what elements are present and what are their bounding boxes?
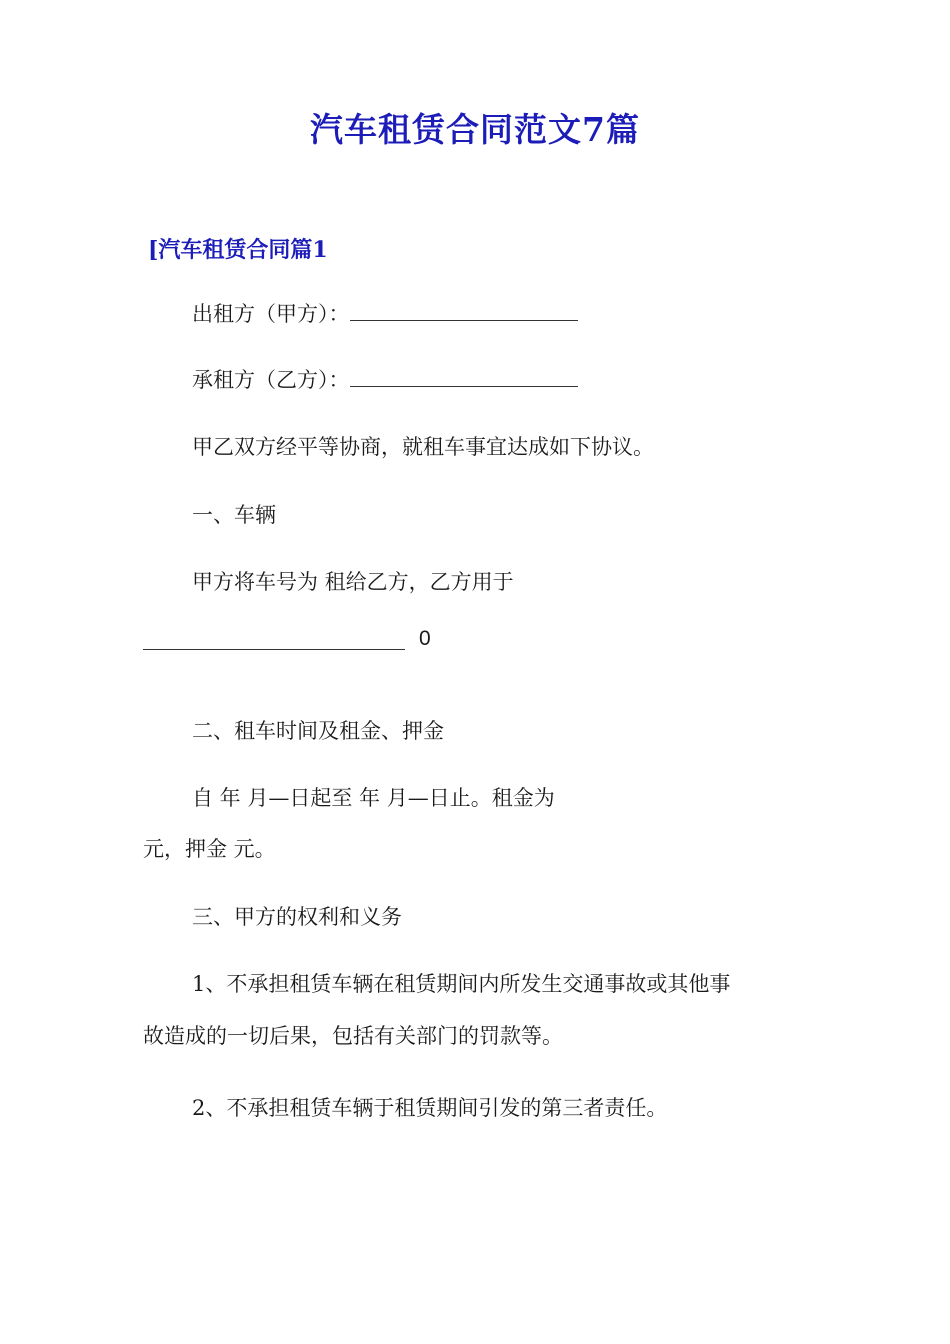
lessee-blank	[350, 368, 578, 387]
lessee-line	[192, 365, 578, 395]
clause-1-heading: 一、车辆	[192, 503, 276, 527]
clause-2-heading: 二、租车时间及租金、押金	[192, 719, 444, 743]
lessor-label: 出租方（甲方）：	[192, 302, 350, 326]
clause-2-line-2: 元，押金 元。	[143, 837, 276, 861]
intro-paragraph: 甲乙双方经平等协商，就租车事宜达成如下协议。	[192, 435, 654, 459]
clause-3-item-1-line-2: 故造成的一切后果，包括有关部门的罚款等。	[143, 1024, 563, 1048]
clause-1-text: 甲方将车号为 租给乙方，乙方用于	[192, 570, 514, 594]
clause-3-item-2: 2、不承担租赁车辆于租赁期间引发的第三者责任。	[192, 1096, 668, 1120]
lessor-line	[192, 299, 578, 329]
clause-3-item-1-line-1: 1、不承担租赁车辆在租赁期间内所发生交通事故或其他事	[192, 972, 731, 996]
document-title: 汽车租赁合同范文7篇	[310, 110, 640, 149]
section-heading: [汽车租赁合同篇1	[148, 237, 328, 263]
clause-3-heading: 三、甲方的权利和义务	[192, 905, 402, 929]
clause-1-blank-end: 0	[419, 627, 431, 650]
clause-2-line-1: 自 年 月—日起至 年 月—日止。租金为	[192, 786, 555, 810]
clause-1-blank	[143, 649, 405, 650]
lessor-blank	[350, 302, 578, 321]
lessee-label: 承租方（乙方）：	[192, 368, 350, 392]
